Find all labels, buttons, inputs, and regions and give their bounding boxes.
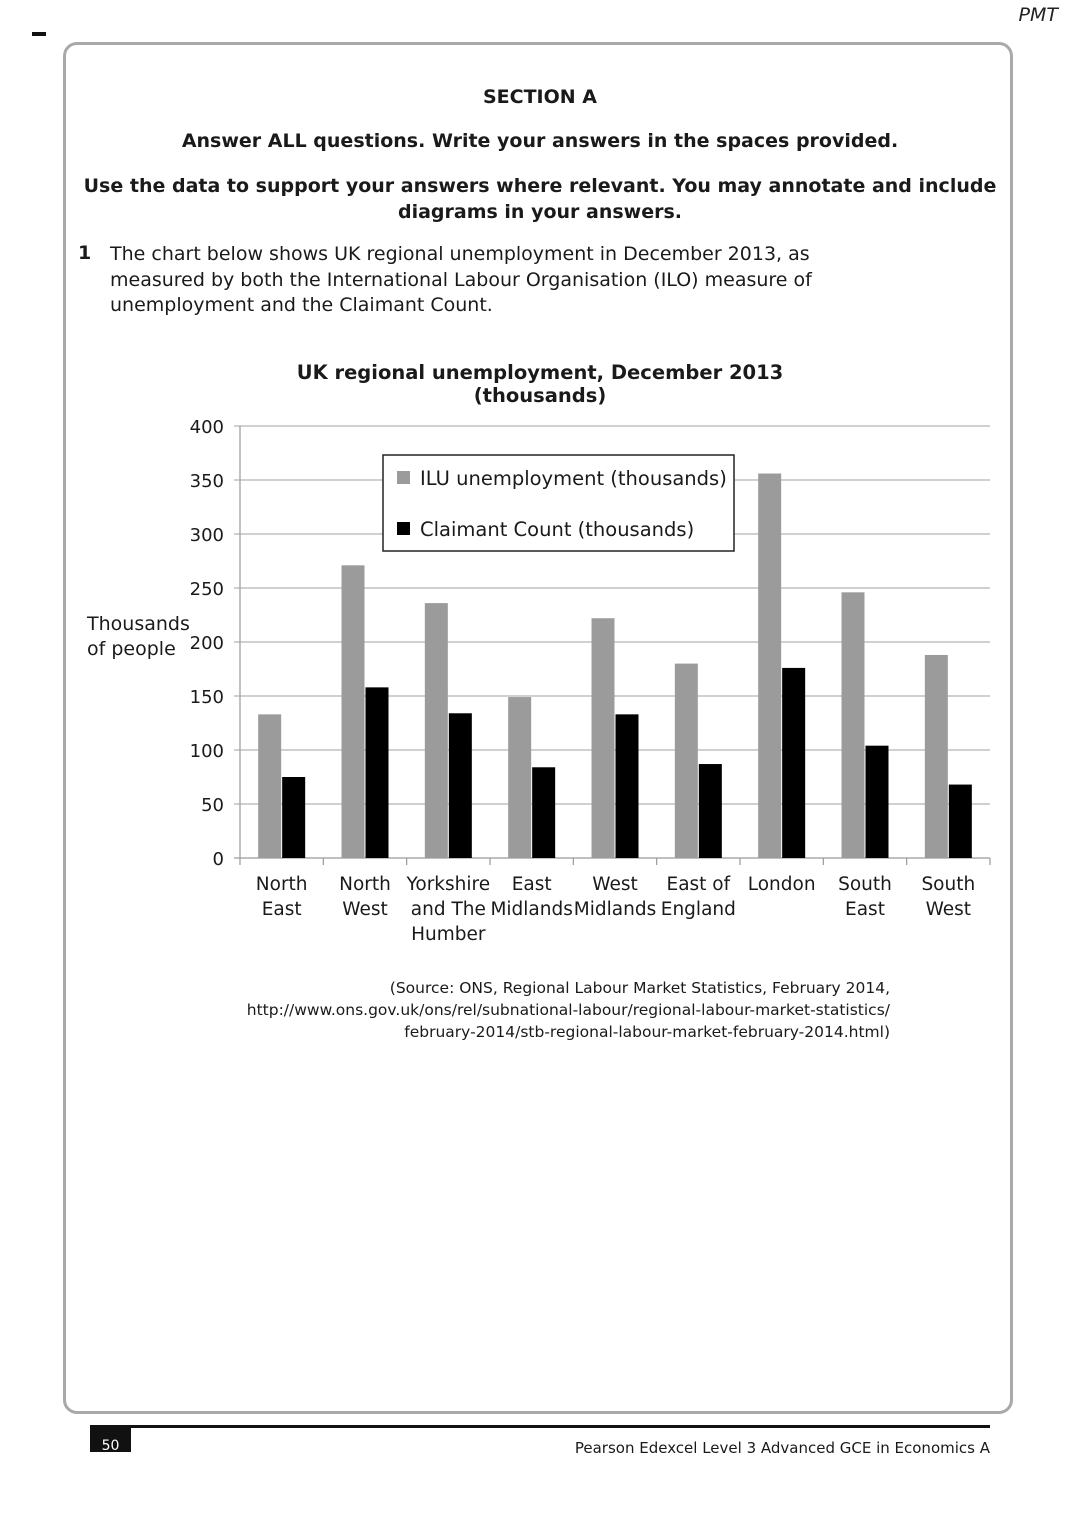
y-tick-label: 400: [189, 417, 224, 438]
bar-ilu: [675, 664, 698, 858]
footer-publication: Pearson Edexcel Level 3 Advanced GCE in Economics A: [574, 1439, 990, 1453]
bar-claimant: [949, 785, 972, 858]
bar-claimant: [699, 764, 722, 858]
instruction-answer-all: Answer ALL questions. Write your answers in the spaces provided.: [181, 130, 899, 152]
bar-ilu: [758, 474, 781, 858]
y-tick-label: 100: [189, 741, 224, 762]
bar-ilu: [925, 655, 948, 858]
x-category-label: Yorkshire: [406, 874, 491, 895]
y-tick-label: 250: [189, 579, 224, 600]
x-category-label: South: [838, 874, 892, 895]
instruction-use-data: Use the data to support your answers where relevant. You may annotate and include diagrams in your answers.: [83, 175, 997, 223]
page-number: 50: [90, 1428, 131, 1452]
section-title: SECTION A: [482, 86, 597, 108]
legend-label: ILU unemployment (thousands): [420, 467, 727, 490]
y-axis-title: Thousands: [87, 613, 190, 635]
pmt-mark: PMT: [1018, 4, 1058, 26]
x-category-label: London: [747, 874, 816, 895]
y-tick-label: 200: [189, 633, 224, 654]
x-category-label: East: [845, 899, 885, 920]
bar-ilu: [258, 714, 281, 858]
x-category-label: West: [592, 874, 638, 895]
legend-label: Claimant Count (thousands): [420, 518, 695, 541]
x-category-label: Midlands: [490, 899, 573, 920]
legend-swatch-claimant: [397, 522, 410, 535]
x-category-label: and The: [410, 899, 486, 920]
bar-claimant: [532, 767, 555, 858]
bar-ilu: [842, 592, 865, 858]
x-category-label: England: [660, 899, 736, 920]
x-category-label: West: [342, 899, 388, 920]
bar-claimant: [616, 714, 639, 858]
x-category-label: North: [255, 874, 308, 895]
bar-ilu: [508, 697, 531, 858]
x-category-label: East: [261, 899, 302, 920]
bar-claimant: [866, 746, 889, 858]
question-number: 1: [78, 242, 92, 264]
bar-claimant: [449, 713, 472, 858]
source-line: (Source: ONS, Regional Labour Market Statistics, February 2014,: [389, 979, 890, 997]
y-tick-label: 350: [189, 471, 224, 492]
bar-ilu: [425, 603, 448, 858]
x-category-label: West: [925, 899, 972, 920]
source-url-line: http://www.ons.gov.uk/ons/rel/subnational-labour/regional-labour-market-statistics/: [246, 1001, 890, 1019]
y-axis-title: of people: [87, 638, 176, 660]
y-tick-label: 0: [212, 849, 224, 870]
y-tick-label: 150: [189, 687, 224, 708]
x-category-label: East: [511, 874, 552, 895]
bar-ilu: [342, 565, 365, 858]
y-tick-label: 300: [189, 525, 224, 546]
x-category-label: Midlands: [573, 899, 657, 920]
y-tick-label: 50: [201, 795, 224, 816]
bar-ilu: [592, 618, 615, 858]
x-category-label: Humber: [411, 924, 486, 945]
x-category-label: South: [921, 874, 976, 895]
bar-claimant: [782, 668, 805, 858]
bar-claimant: [366, 687, 389, 858]
source-url-line: february-2014/stb-regional-labour-market-february-2014.html): [404, 1023, 890, 1041]
chart-title: UK regional unemployment, December 2013 (thousands): [296, 361, 784, 407]
x-category-label: East of: [666, 874, 731, 895]
source-citation: [230, 977, 890, 1043]
bar-claimant: [282, 777, 305, 858]
footer-rule: [90, 1425, 990, 1428]
question-text: The chart below shows UK regional unemployment in December 2013, as measured by both the International Labour Organisation (ILO) measure of unemployment and the Claimant Count.: [110, 243, 812, 316]
legend-swatch-ilu: [397, 471, 410, 484]
x-category-label: North: [339, 874, 391, 895]
